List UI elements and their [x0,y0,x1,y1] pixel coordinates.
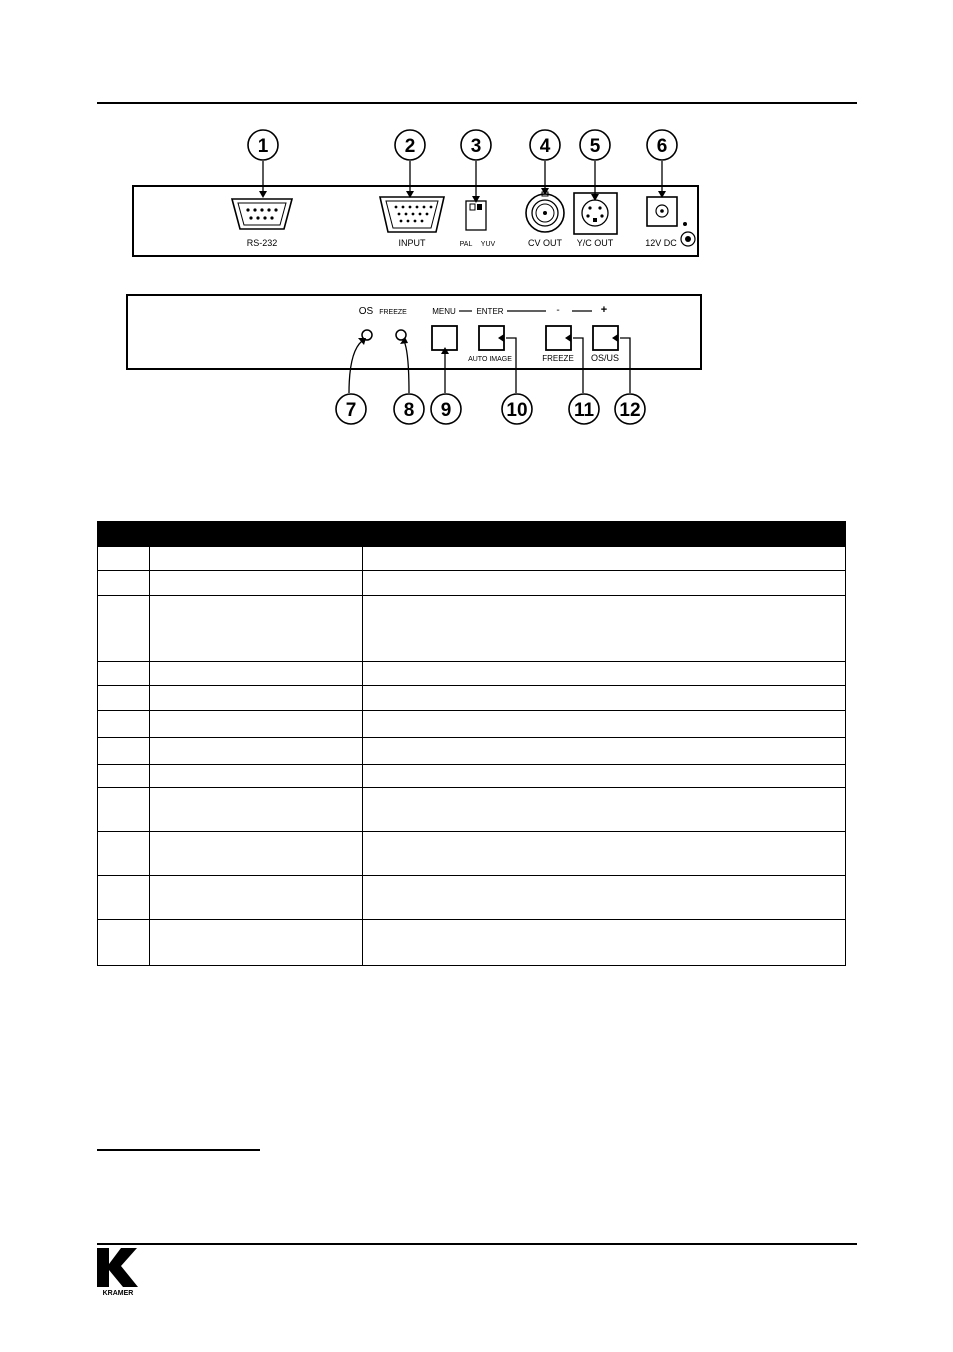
callout-9: 9 [440,400,452,421]
table-row [98,788,846,832]
dc-power-jack [647,197,677,226]
kramer-k-mark-icon [97,1248,138,1287]
table-row [98,571,846,596]
menu-button[interactable] [432,326,457,350]
ground-screw-icon [681,222,695,246]
panel-diagram [0,0,953,470]
rear-callouts [248,130,677,160]
os-us-label: OS/US [590,353,620,363]
table-row [98,920,846,966]
callout-3: 3 [470,136,482,157]
os-label: OS [358,306,374,317]
yuv-label: YUV [480,241,496,248]
callout-4: 4 [539,136,551,157]
enter-label: ENTER [476,307,504,316]
kramer-wordmark: KRAMER [102,1290,134,1296]
table-row [98,765,846,788]
callout-6: 6 [656,136,668,157]
pal-yuv-switch[interactable] [466,201,486,230]
callout-10: 10 [506,400,528,421]
callout-5: 5 [589,136,601,157]
feature-table [97,521,846,966]
table-row [98,711,846,738]
footer-rule [97,1243,857,1245]
input-label: INPUT [398,238,426,248]
yc-out-label: Y/C OUT [576,238,614,248]
callout-1: 1 [257,136,269,157]
rs232-label: RS-232 [246,238,278,248]
callout-7: 7 [345,400,357,421]
dc-label: 12V DC [645,238,677,248]
callout-2: 2 [404,136,416,157]
front-callouts [336,394,645,424]
pal-label: PAL [459,241,473,248]
callout-11: 11 [573,400,595,421]
table-row [98,596,846,662]
table-row [98,662,846,686]
menu-label: MENU [432,307,456,316]
cv-out-connector [526,192,564,232]
minus-label: - [556,305,560,316]
freeze-button-label: FREEZE [542,354,574,363]
table-header-row [98,522,846,547]
rear-panel [133,130,698,256]
input-connector [380,197,444,232]
callout-8: 8 [403,400,415,421]
callout-12: 12 [619,400,641,421]
footnote-rule [97,1149,260,1151]
table-row [98,686,846,711]
table-row [98,547,846,571]
freeze-led-label: FREEZE [379,309,407,316]
cv-out-label: CV OUT [527,238,563,248]
table-row [98,738,846,765]
auto-image-label: AUTO IMAGE [468,356,512,363]
kramer-logo [97,1248,139,1296]
table-row [98,876,846,920]
rs232-connector [232,199,292,229]
table-row [98,832,846,876]
front-panel [127,295,701,424]
plus-label: + [600,304,608,316]
